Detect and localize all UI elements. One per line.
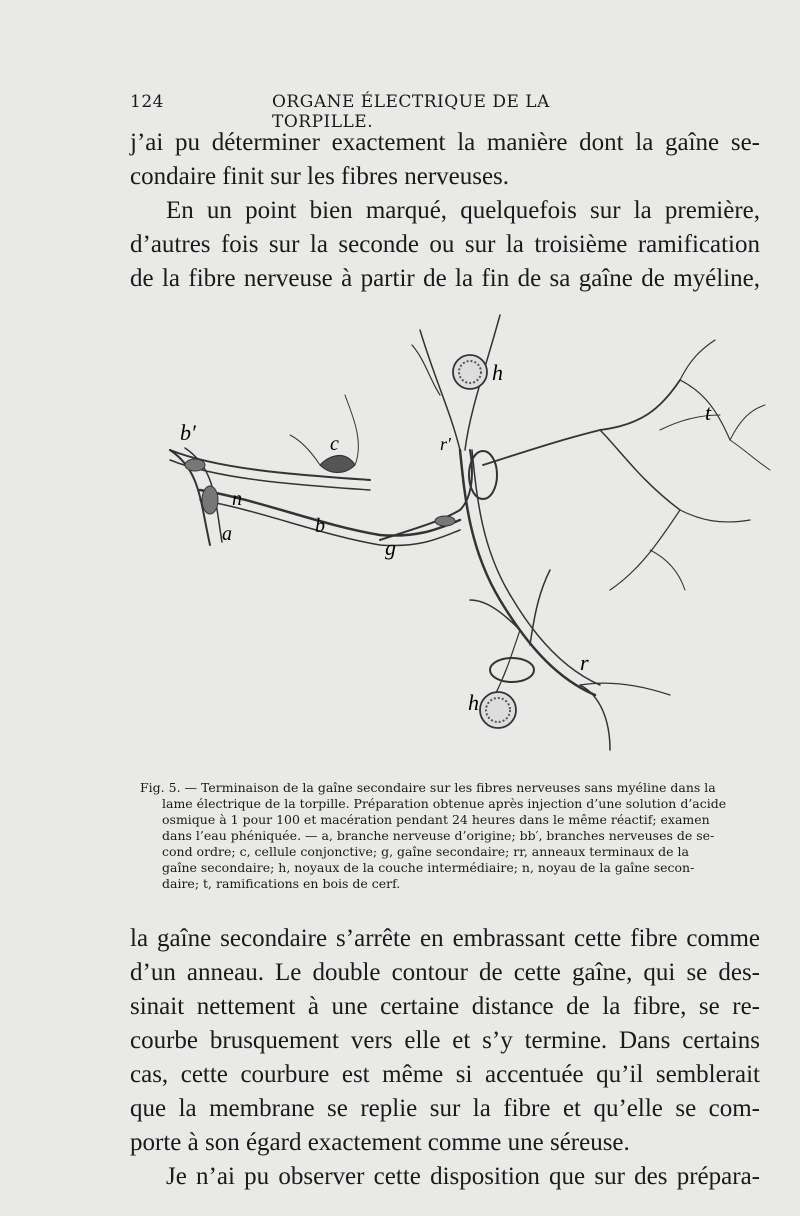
caption-line: lame électrique de la torpille. Préparation obtenue après injection d’une solution d’acide (162, 796, 727, 811)
label-b-prime: b′ (180, 420, 196, 445)
label-c: c (330, 433, 339, 455)
caption-line: cond ordre; c, cellule conjonctive; g, gaîne secondaire; rr, anneaux terminaux de la (162, 844, 689, 859)
text-line: courbe brusquement vers elle et s’y termine. Dans certains (130, 1027, 760, 1054)
caption-line: osmique à 1 pour 100 et macération pendant 24 heures dans le même réactif; examen (162, 812, 710, 827)
top-paragraph (130, 126, 760, 296)
nerve-fiber-illustration (140, 300, 780, 780)
running-title: ORGANE ÉLECTRIQUE DE LA TORPILLE. (272, 92, 550, 132)
label-b: b (315, 515, 325, 537)
label-h-top: h (492, 360, 503, 385)
terminal-ring-r-prime (469, 451, 497, 499)
text-line: la gaîne secondaire s’arrête en embrassant cette fibre comme (130, 925, 760, 952)
text-line: sinait nettement à une certaine distance de la fibre, se re- (130, 993, 760, 1020)
text-line: que la membrane se replie sur la fibre et qu’elle se com- (130, 1095, 760, 1122)
text-line: cas, cette courbure est même si accentuée qu’il semblerait (130, 1061, 760, 1088)
text-line: d’autres fois sur la seconde ou sur la troisième ramification (130, 231, 760, 258)
label-r-prime: r′ (440, 434, 451, 454)
terminal-ring-r (490, 658, 534, 682)
figure-caption (140, 780, 765, 892)
label-n: n (232, 488, 242, 510)
connective-cell-c (320, 456, 355, 473)
caption-line: gaîne secondaire; h, noyaux de la couche intermédiaire; n, noyau de la gaîne secon- (162, 860, 695, 875)
label-a: a (222, 523, 232, 545)
nerve-trunk (460, 450, 595, 695)
label-t: t (705, 400, 712, 425)
sheath-nucleus-n (202, 486, 218, 514)
text-line: j’ai pu déterminer exactement la manière dont la gaîne se- (130, 129, 760, 156)
text-line: Je n’ai pu observer cette disposition que sur des prépara- (166, 1163, 760, 1190)
text-line: porte à son égard exactement comme une séreuse. (130, 1129, 630, 1156)
caption-line: dans l’eau phéniquée. — a, branche nerveuse d’origine; bb′, branches nerveuses de se- (162, 828, 715, 843)
label-g: g (385, 535, 396, 560)
text-line: condaire finit sur les fibres nerveuses. (130, 163, 510, 190)
bottom-paragraph (130, 922, 760, 1194)
caption-line: daire; t, ramifications en bois de cerf. (162, 876, 401, 891)
caption-line: Fig. 5. — Terminaison de la gaîne secondaire sur les fibres nerveuses sans myéline dans la (140, 780, 716, 795)
page-number: 124 (130, 92, 164, 112)
secondary-sheath-g (380, 450, 472, 540)
text-line: En un point bien marqué, quelquefois sur la première, (166, 197, 760, 224)
text-line: de la fibre nerveuse à partir de la fin de sa gaîne de myéline, (130, 265, 760, 292)
text-line: d’un anneau. Le double contour de cette gaîne, qui se des- (130, 959, 760, 986)
label-r: r (580, 650, 589, 675)
label-h-bottom: h (468, 690, 479, 715)
